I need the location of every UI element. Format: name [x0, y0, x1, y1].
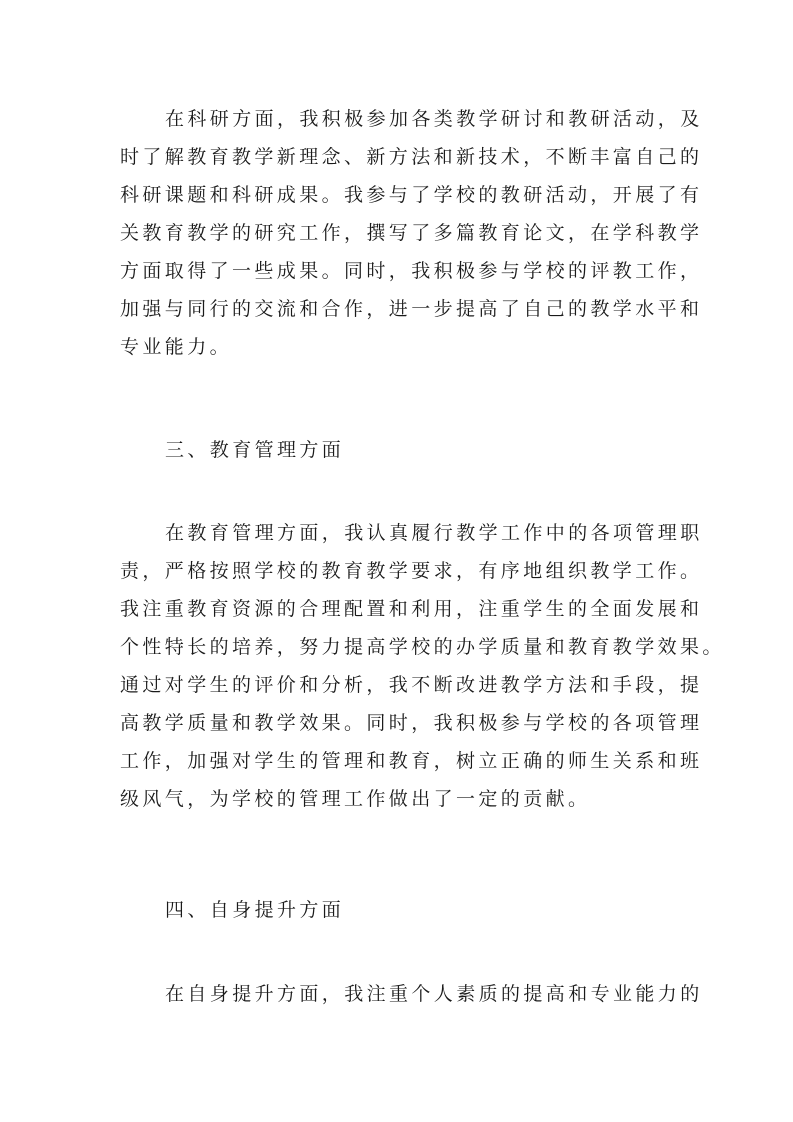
paragraph-line: 高教学质量和教学效果。同时，我积极参与学校的各项管理 [120, 712, 703, 734]
paragraph-line: 在教育管理方面，我认真履行教学工作中的各项管理职 [165, 522, 703, 544]
paragraph-line: 我注重教育资源的合理配置和利用，注重学生的全面发展和 [120, 598, 703, 620]
paragraph-line: 工作，加强对学生的管理和教育，树立正确的师生关系和班 [120, 750, 703, 772]
paragraph-line: 专业能力。 [120, 336, 233, 358]
section-heading-self-improvement: 四、自身提升方面 [165, 899, 345, 921]
paragraph-line: 科研课题和科研成果。我参与了学校的教研活动，开展了有 [120, 184, 703, 206]
paragraph-line: 关教育教学的研究工作，撰写了多篇教育论文，在学科教学 [120, 222, 703, 244]
paragraph-line: 时了解教育教学新理念、新方法和新技术，不断丰富自己的 [120, 146, 703, 168]
paragraph-line: 方面取得了一些成果。同时，我积极参与学校的评教工作， [120, 260, 703, 282]
paragraph-line: 个性特长的培养，努力提高学校的办学质量和教育教学效果。 [120, 636, 725, 658]
paragraph-line: 级风气，为学校的管理工作做出了一定的贡献。 [120, 788, 591, 810]
paragraph-line: 在科研方面，我积极参加各类教学研讨和教研活动，及 [165, 108, 703, 130]
section-heading-education-management: 三、教育管理方面 [165, 439, 345, 461]
paragraph-line: 在自身提升方面，我注重个人素质的提高和专业能力的 [165, 983, 703, 1005]
paragraph-line: 加强与同行的交流和合作，进一步提高了自己的教学水平和 [120, 298, 703, 320]
paragraph-line: 责，严格按照学校的教育教学要求，有序地组织教学工作。 [120, 560, 703, 582]
paragraph-line: 通过对学生的评价和分析，我不断改进教学方法和手段，提 [120, 674, 703, 696]
